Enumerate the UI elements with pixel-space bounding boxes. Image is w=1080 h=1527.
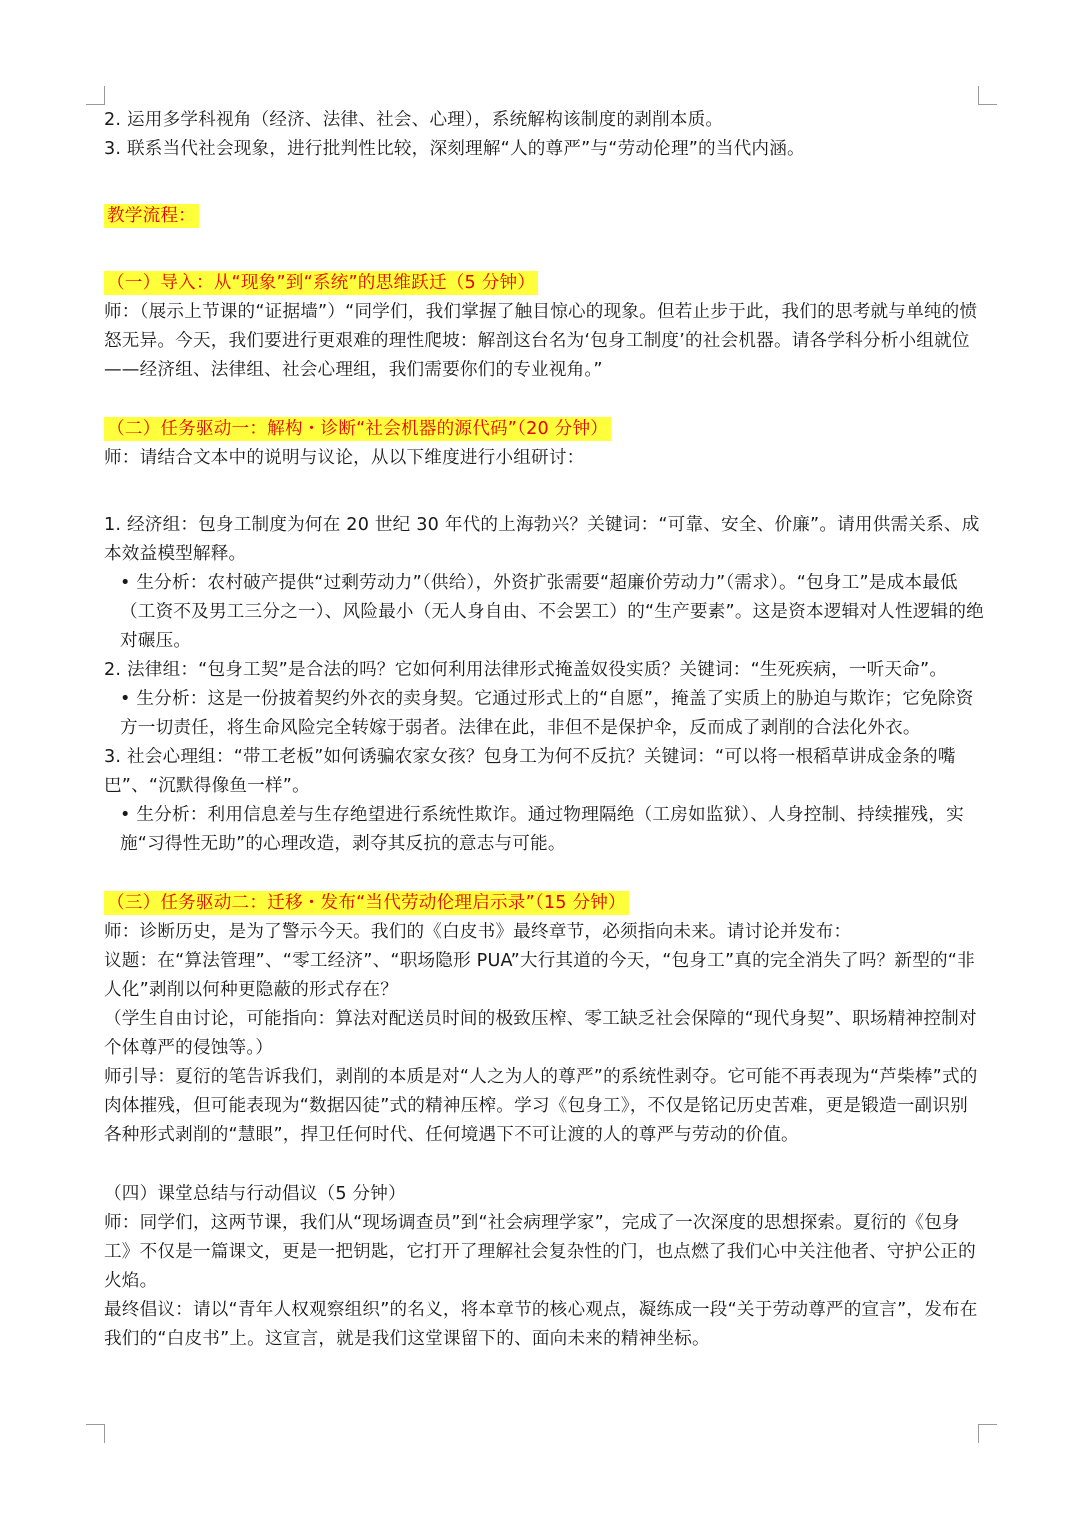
section-3-heading-text: （三）任务驱动二：迁移・发布“当代劳动伦理启示录”（15 分钟） (104, 891, 629, 915)
section-2-heading (104, 415, 984, 444)
section-4-paragraph-1: 师：同学们，这两节课，我们从“现场调查员”到“社会病理学家”，完成了一次深度的思想探索。夏衍的《包身工》不仅是一篇课文，更是一把钥匙，它打开了理解社会复杂性的门，也点燃了我们心中关注他者、守护公正的火焰。 (104, 1213, 976, 1291)
section-3-heading (104, 889, 984, 918)
section-1-heading (104, 269, 984, 298)
psychology-group-question: 3. 社会心理组：“带工老板”如何诱骗农家女孩？包身工为何不反抗？关键词：“可以将一根稻草讲成金条的嘴巴”、“沉默得像鱼一样”。 (104, 747, 956, 796)
document-body (104, 106, 984, 1354)
page-corner-mark-top-left (86, 86, 105, 105)
section-3-student-discussion: （学生自由讨论，可能指向：算法对配送员时间的极致压榨、零工缺乏社会保障的“现代身契”、职场精神控制对个体尊严的侵蚀等。） (104, 1009, 977, 1058)
section-3-teacher-guidance: 师引导：夏衍的笔告诉我们，剥削的本质是对“人之为人的尊严”的系统性剥夺。它可能不再表现为“芦柴棒”式的肉体摧残，但可能表现为“数据囚徒”式的精神压榨。学习《包身工》，不仅是铭记历史苦难，更是锻造一副识别各种形式剥削的“慧眼”，捍卫任何时代、任何境遇下不可让渡的人的尊严与劳动的价值。 (104, 1067, 978, 1145)
page-corner-mark-bottom-left (86, 1424, 105, 1443)
economic-group-analysis: • 生分析：农村破产提供“过剩劳动力”（供给），外资扩张需要“超廉价劳动力”（需求）。“包身工”是成本最低（工资不及男工三分之一）、风险最小（无人身自由、不会罢工）的“生产要素”。这是资本逻辑对人性逻辑的绝对碾压。 (120, 573, 984, 651)
section-3-paragraph-1: 师：诊断历史，是为了警示今天。我们的《白皮书》最终章节，必须指向未来。请讨论并发布： (104, 922, 852, 942)
section-1-paragraph: 师：（展示上节课的“证据墙”）“同学们，我们掌握了触目惊心的现象。但若止步于此，我们的思考就与单纯的愤怒无异。今天，我们要进行更艰难的理性爬坡：解剖这台名为‘包身工制度’的社会机器。请各学科分析小组就位——经济组、法律组、社会心理组，我们需要你们的专业视角。” (104, 302, 978, 380)
legal-group-question: 2. 法律组：“包身工契”是合法的吗？它如何利用法律形式掩盖奴役实质？关键词：“生死疾病，一听天命”。 (104, 660, 948, 680)
section-4-heading: （四）课堂总结与行动倡议（5 分钟） (104, 1184, 406, 1204)
section-4-final-proposal: 最终倡议：请以“青年人权观察组织”的名义，将本章节的核心观点，凝练成一段“关于劳动尊严的宣言”，发布在我们的“白皮书”上。这宣言，就是我们这堂课留下的、面向未来的精神坐标。 (104, 1300, 978, 1349)
page-corner-mark-top-right (978, 86, 997, 105)
legal-group-analysis: • 生分析：这是一份披着契约外衣的卖身契。它通过形式上的“自愿”，掩盖了实质上的胁迫与欺诈；它免除资方一切责任，将生命风险完全转嫁于弱者。法律在此，非但不是保护伞，反而成了剥削的合法化外衣。 (120, 689, 974, 738)
section-2-heading-text: （二）任务驱动一：解构・诊断“社会机器的源代码”（20 分钟） (104, 417, 611, 441)
objective-2: 2. 运用多学科视角（经济、法律、社会、心理），系统解构该制度的剥削本质。 (104, 110, 724, 130)
section-2-intro: 师：请结合文本中的说明与议论，从以下维度进行小组研讨： (104, 448, 585, 468)
economic-group-question: 1. 经济组：包身工制度为何在 20 世纪 30 年代的上海勃兴？关键词：“可靠、安全、价廉”。请用供需关系、成本效益模型解释。 (104, 515, 980, 564)
section-1-heading-text: （一）导入：从“现象”到“系统”的思维跃迁（5 分钟） (104, 271, 538, 295)
flow-title (104, 202, 984, 231)
page-corner-mark-bottom-right (978, 1424, 997, 1443)
flow-title-text: 教学流程： (104, 204, 199, 228)
objective-3: 3. 联系当代社会现象，进行批判性比较，深刻理解“人的尊严”与“劳动伦理”的当代内涵。 (104, 139, 805, 159)
section-3-topic: 议题：在“算法管理”、“零工经济”、“职场隐形 PUA”大行其道的今天，“包身工”真的完全消失了吗？新型的“非人化”剥削以何种更隐蔽的形式存在？ (104, 951, 975, 1000)
psychology-group-analysis: • 生分析：利用信息差与生存绝望进行系统性欺诈。通过物理隔绝（工房如监狱）、人身控制、持续摧残，实施“习得性无助”的心理改造，剥夺其反抗的意志与可能。 (120, 805, 964, 854)
